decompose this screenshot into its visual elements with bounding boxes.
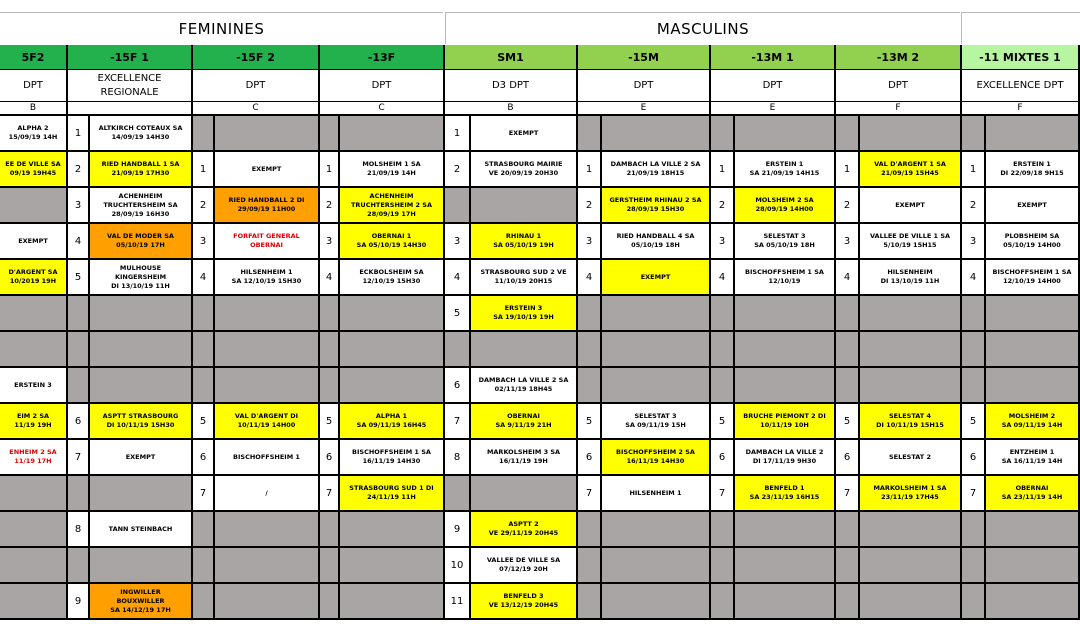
match-number[interactable] bbox=[962, 548, 986, 584]
match-cell[interactable] bbox=[215, 296, 320, 332]
match-cell[interactable]: MOLSHEIM 1 SA 21/09/19 14H bbox=[340, 152, 445, 188]
match-cell[interactable] bbox=[860, 548, 962, 584]
column-pool[interactable]: C bbox=[320, 102, 445, 116]
match-number[interactable]: 1 bbox=[711, 152, 735, 188]
match-cell[interactable] bbox=[602, 296, 711, 332]
match-number[interactable]: 7 bbox=[193, 476, 215, 512]
match-cell[interactable] bbox=[0, 584, 68, 620]
match-cell[interactable]: BISCHOFFSHEIM 1 bbox=[215, 440, 320, 476]
match-cell[interactable]: SELESTAT 3 SA 05/10/19 18H bbox=[735, 224, 836, 260]
match-cell[interactable]: VAL D'ARGENT DI 10/11/19 14H00 bbox=[215, 404, 320, 440]
match-cell[interactable]: MARKOLSHEIM 1 SA 23/11/19 17H45 bbox=[860, 476, 962, 512]
match-cell[interactable]: GERSTHEIM RHINAU 2 SA 28/09/19 15H30 bbox=[602, 188, 711, 224]
match-cell[interactable]: EXEMPT bbox=[215, 152, 320, 188]
match-number[interactable] bbox=[68, 296, 90, 332]
match-number[interactable]: 3 bbox=[711, 224, 735, 260]
match-number[interactable]: 4 bbox=[193, 260, 215, 296]
match-cell[interactable]: OBERNAI 1 SA 05/10/19 14H30 bbox=[340, 224, 445, 260]
match-number[interactable] bbox=[320, 332, 340, 368]
match-cell[interactable]: BISCHOFFSHEIM 1 SA 12/10/19 bbox=[735, 260, 836, 296]
match-number[interactable]: 8 bbox=[68, 512, 90, 548]
match-cell[interactable]: MOLSHEIM 2 SA 09/11/19 14H bbox=[986, 404, 1080, 440]
column-header[interactable]: -13M 1 bbox=[711, 45, 836, 70]
match-cell[interactable] bbox=[860, 584, 962, 620]
match-cell[interactable]: INGWILLER BOUXWILLER SA 14/12/19 17H bbox=[90, 584, 193, 620]
match-number[interactable]: 2 bbox=[445, 152, 471, 188]
match-number[interactable]: 4 bbox=[68, 224, 90, 260]
match-cell[interactable] bbox=[735, 116, 836, 152]
match-cell[interactable]: VALLEE DE VILLE SA 07/12/19 20H bbox=[471, 548, 578, 584]
match-cell[interactable]: BISCHOFFSHEIM 1 SA 16/11/19 14H30 bbox=[340, 440, 445, 476]
match-number[interactable]: 2 bbox=[711, 188, 735, 224]
match-number[interactable] bbox=[193, 368, 215, 404]
match-cell[interactable] bbox=[215, 512, 320, 548]
match-cell[interactable] bbox=[986, 116, 1080, 152]
column-pool[interactable]: B bbox=[445, 102, 578, 116]
column-level[interactable]: DPT bbox=[193, 70, 320, 102]
match-cell[interactable] bbox=[471, 188, 578, 224]
match-number[interactable] bbox=[193, 332, 215, 368]
match-cell[interactable] bbox=[735, 548, 836, 584]
match-number[interactable] bbox=[711, 584, 735, 620]
match-number[interactable]: 5 bbox=[320, 404, 340, 440]
match-number[interactable] bbox=[445, 476, 471, 512]
match-number[interactable] bbox=[711, 332, 735, 368]
match-cell[interactable] bbox=[860, 332, 962, 368]
match-number[interactable] bbox=[320, 368, 340, 404]
match-cell[interactable] bbox=[602, 584, 711, 620]
match-number[interactable]: 2 bbox=[193, 188, 215, 224]
match-cell[interactable] bbox=[340, 584, 445, 620]
column-header[interactable]: -13F bbox=[320, 45, 445, 70]
match-number[interactable]: 1 bbox=[962, 152, 986, 188]
match-cell[interactable]: MOLSHEIM 2 SA 28/09/19 14H00 bbox=[735, 188, 836, 224]
match-number[interactable] bbox=[836, 296, 860, 332]
match-cell[interactable]: ASPTT STRASBOURG DI 10/11/19 15H30 bbox=[90, 404, 193, 440]
match-cell[interactable]: VAL DE MODER SA 05/10/19 17H bbox=[90, 224, 193, 260]
match-cell[interactable] bbox=[602, 116, 711, 152]
match-number[interactable]: 5 bbox=[193, 404, 215, 440]
match-number[interactable] bbox=[578, 332, 602, 368]
match-cell[interactable] bbox=[602, 548, 711, 584]
match-cell[interactable]: EXEMPT bbox=[602, 260, 711, 296]
match-number[interactable]: 3 bbox=[578, 224, 602, 260]
match-number[interactable]: 7 bbox=[445, 404, 471, 440]
match-number[interactable]: 3 bbox=[962, 224, 986, 260]
match-number[interactable] bbox=[711, 512, 735, 548]
match-number[interactable]: 6 bbox=[193, 440, 215, 476]
match-number[interactable]: 6 bbox=[578, 440, 602, 476]
match-number[interactable]: 1 bbox=[578, 152, 602, 188]
match-number[interactable]: 7 bbox=[711, 476, 735, 512]
match-number[interactable] bbox=[962, 332, 986, 368]
match-cell[interactable]: ALPHA 1 SA 09/11/19 16H45 bbox=[340, 404, 445, 440]
match-number[interactable]: 1 bbox=[68, 116, 90, 152]
match-number[interactable]: 6 bbox=[445, 368, 471, 404]
match-cell[interactable]: D'ARGENT SA 10/2019 19H bbox=[0, 260, 68, 296]
match-cell[interactable] bbox=[90, 332, 193, 368]
match-number[interactable] bbox=[836, 548, 860, 584]
match-cell[interactable]: RIED HANDBALL 2 DI 29/09/19 11H00 bbox=[215, 188, 320, 224]
match-number[interactable]: 4 bbox=[711, 260, 735, 296]
match-number[interactable] bbox=[711, 368, 735, 404]
match-cell[interactable]: STRASBOURG SUD 1 DI 24/11/19 11H bbox=[340, 476, 445, 512]
column-pool[interactable]: E bbox=[578, 102, 711, 116]
match-number[interactable]: 3 bbox=[320, 224, 340, 260]
match-cell[interactable]: EXEMPT bbox=[471, 116, 578, 152]
match-number[interactable] bbox=[193, 548, 215, 584]
match-number[interactable]: 5 bbox=[578, 404, 602, 440]
column-level[interactable]: DPT bbox=[0, 70, 68, 102]
column-pool[interactable]: B bbox=[0, 102, 68, 116]
match-number[interactable]: 3 bbox=[193, 224, 215, 260]
match-number[interactable]: 4 bbox=[836, 260, 860, 296]
match-number[interactable] bbox=[962, 512, 986, 548]
match-cell[interactable] bbox=[471, 476, 578, 512]
match-cell[interactable] bbox=[860, 296, 962, 332]
match-cell[interactable]: PLOBSHEIM SA 05/10/19 14H00 bbox=[986, 224, 1080, 260]
match-cell[interactable]: EXEMPT bbox=[90, 440, 193, 476]
match-cell[interactable] bbox=[90, 476, 193, 512]
column-level[interactable]: EXCELLENCE REGIONALE bbox=[68, 70, 193, 102]
match-cell[interactable]: STRASBOURG MAIRIE VE 20/09/19 20H30 bbox=[471, 152, 578, 188]
column-level[interactable]: DPT bbox=[836, 70, 962, 102]
match-cell[interactable]: FORFAIT GENERAL OBERNAI bbox=[215, 224, 320, 260]
match-cell[interactable]: EIM 2 SA 11/19 19H bbox=[0, 404, 68, 440]
match-number[interactable] bbox=[193, 512, 215, 548]
match-number[interactable]: 5 bbox=[836, 404, 860, 440]
match-cell[interactable] bbox=[0, 332, 68, 368]
section-feminines: FEMININES bbox=[0, 12, 443, 44]
match-number[interactable]: 6 bbox=[836, 440, 860, 476]
match-cell[interactable] bbox=[340, 296, 445, 332]
match-cell[interactable] bbox=[986, 512, 1080, 548]
column-header[interactable]: -15F 1 bbox=[68, 45, 193, 70]
match-cell[interactable] bbox=[215, 368, 320, 404]
match-number[interactable]: 5 bbox=[68, 260, 90, 296]
match-number[interactable] bbox=[578, 116, 602, 152]
match-number[interactable] bbox=[68, 332, 90, 368]
match-number[interactable]: 2 bbox=[836, 188, 860, 224]
match-cell[interactable]: TANN STEINBACH bbox=[90, 512, 193, 548]
match-cell[interactable] bbox=[735, 584, 836, 620]
match-number[interactable]: 1 bbox=[445, 116, 471, 152]
match-cell[interactable]: RIED HANDBALL 4 SA 05/10/19 18H bbox=[602, 224, 711, 260]
match-cell[interactable] bbox=[0, 476, 68, 512]
match-cell[interactable]: BISCHOFFSHEIM 2 SA 16/11/19 14H30 bbox=[602, 440, 711, 476]
match-cell[interactable]: EE DE VILLE SA 09/19 19H45 bbox=[0, 152, 68, 188]
match-cell[interactable] bbox=[735, 512, 836, 548]
match-number[interactable]: 2 bbox=[578, 188, 602, 224]
column-header[interactable]: 5F2 bbox=[0, 45, 68, 70]
match-cell[interactable] bbox=[602, 368, 711, 404]
match-number[interactable] bbox=[578, 584, 602, 620]
match-number[interactable] bbox=[445, 188, 471, 224]
match-number[interactable]: 5 bbox=[962, 404, 986, 440]
column-level[interactable]: DPT bbox=[711, 70, 836, 102]
match-cell[interactable]: ERSTEIN 1 SA 21/09/19 14H15 bbox=[735, 152, 836, 188]
match-cell[interactable] bbox=[90, 296, 193, 332]
match-cell[interactable]: ALPHA 2 15/09/19 14H bbox=[0, 116, 68, 152]
match-number[interactable]: 4 bbox=[578, 260, 602, 296]
match-number[interactable]: 1 bbox=[836, 152, 860, 188]
section-masculins: MASCULINS bbox=[445, 12, 960, 44]
match-cell[interactable]: RHINAU 1 SA 05/10/19 19H bbox=[471, 224, 578, 260]
match-number[interactable] bbox=[962, 584, 986, 620]
match-cell[interactable]: BENFELD 3 VE 13/12/19 20H45 bbox=[471, 584, 578, 620]
match-cell[interactable] bbox=[0, 512, 68, 548]
match-cell[interactable] bbox=[986, 368, 1080, 404]
match-number[interactable]: 4 bbox=[320, 260, 340, 296]
match-cell[interactable]: VAL D'ARGENT 1 SA 21/09/19 15H45 bbox=[860, 152, 962, 188]
column-header[interactable]: -15F 2 bbox=[193, 45, 320, 70]
match-number[interactable]: 3 bbox=[836, 224, 860, 260]
column-header[interactable]: -13M 2 bbox=[836, 45, 962, 70]
match-number[interactable]: 7 bbox=[962, 476, 986, 512]
match-number[interactable] bbox=[836, 116, 860, 152]
match-number[interactable] bbox=[68, 368, 90, 404]
match-number[interactable]: 4 bbox=[962, 260, 986, 296]
match-cell[interactable]: ALTKIRCH COTEAUX SA 14/09/19 14H30 bbox=[90, 116, 193, 152]
match-number[interactable]: 1 bbox=[193, 152, 215, 188]
column-header[interactable]: SM1 bbox=[445, 45, 578, 70]
match-number[interactable] bbox=[836, 332, 860, 368]
column-level[interactable]: DPT bbox=[320, 70, 445, 102]
match-cell[interactable] bbox=[215, 584, 320, 620]
match-cell[interactable] bbox=[340, 512, 445, 548]
match-number[interactable]: 10 bbox=[445, 548, 471, 584]
section-extra bbox=[961, 12, 1080, 44]
match-cell[interactable] bbox=[340, 548, 445, 584]
match-cell[interactable]: RIED HANDBALL 1 SA 21/09/19 17H30 bbox=[90, 152, 193, 188]
match-number[interactable]: 3 bbox=[445, 224, 471, 260]
match-number[interactable] bbox=[836, 584, 860, 620]
match-cell[interactable] bbox=[860, 368, 962, 404]
match-cell[interactable] bbox=[986, 548, 1080, 584]
match-number[interactable] bbox=[320, 512, 340, 548]
match-number[interactable] bbox=[320, 548, 340, 584]
match-cell[interactable]: STRASBOURG SUD 2 VE 11/10/19 20H15 bbox=[471, 260, 578, 296]
column-header[interactable]: -11 MIXTES 1 bbox=[962, 45, 1080, 70]
match-number[interactable]: 7 bbox=[320, 476, 340, 512]
match-cell[interactable]: HILSENHEIM 1 bbox=[602, 476, 711, 512]
match-cell[interactable] bbox=[471, 332, 578, 368]
match-number[interactable]: 5 bbox=[711, 404, 735, 440]
match-cell[interactable]: SELESTAT 4 DI 10/11/19 15H15 bbox=[860, 404, 962, 440]
match-cell[interactable] bbox=[215, 116, 320, 152]
match-number[interactable]: 4 bbox=[445, 260, 471, 296]
match-number[interactable]: 9 bbox=[445, 512, 471, 548]
column-level[interactable]: D3 DPT bbox=[445, 70, 578, 102]
match-number[interactable] bbox=[320, 296, 340, 332]
match-cell[interactable]: MARKOLSHEIM 3 SA 16/11/19 19H bbox=[471, 440, 578, 476]
match-cell[interactable]: SELESTAT 3 SA 09/11/19 15H bbox=[602, 404, 711, 440]
match-number[interactable] bbox=[578, 296, 602, 332]
match-number[interactable]: 3 bbox=[68, 188, 90, 224]
column-pool[interactable]: F bbox=[836, 102, 962, 116]
match-number[interactable]: 7 bbox=[578, 476, 602, 512]
match-cell[interactable] bbox=[340, 368, 445, 404]
match-cell[interactable] bbox=[735, 296, 836, 332]
match-number[interactable]: 2 bbox=[320, 188, 340, 224]
match-number[interactable] bbox=[962, 368, 986, 404]
match-cell[interactable]: EXEMPT bbox=[986, 188, 1080, 224]
column-header[interactable]: -15M bbox=[578, 45, 711, 70]
match-cell[interactable] bbox=[215, 332, 320, 368]
column-pool[interactable] bbox=[68, 102, 193, 116]
match-cell[interactable] bbox=[986, 296, 1080, 332]
match-cell[interactable]: ACHENHEIM TRUCHTERSHEIM 2 SA 28/09/19 17H bbox=[340, 188, 445, 224]
match-number[interactable] bbox=[711, 548, 735, 584]
match-cell[interactable]: / bbox=[215, 476, 320, 512]
column-pool[interactable]: F bbox=[962, 102, 1080, 116]
match-number[interactable] bbox=[68, 548, 90, 584]
match-cell[interactable]: SELESTAT 2 bbox=[860, 440, 962, 476]
match-cell[interactable]: HILSENHEIM 1 SA 12/10/19 15H30 bbox=[215, 260, 320, 296]
match-cell[interactable] bbox=[860, 116, 962, 152]
match-number[interactable] bbox=[193, 584, 215, 620]
match-number[interactable] bbox=[445, 332, 471, 368]
match-cell[interactable]: ERSTEIN 3 bbox=[0, 368, 68, 404]
match-cell[interactable]: EXEMPT bbox=[860, 188, 962, 224]
match-number[interactable] bbox=[711, 116, 735, 152]
column-level[interactable]: DPT bbox=[578, 70, 711, 102]
match-cell[interactable] bbox=[602, 512, 711, 548]
match-number[interactable] bbox=[962, 116, 986, 152]
match-number[interactable]: 8 bbox=[445, 440, 471, 476]
match-number[interactable]: 6 bbox=[320, 440, 340, 476]
match-cell[interactable]: DAMBACH LA VILLE 2 DI 17/11/19 9H30 bbox=[735, 440, 836, 476]
match-cell[interactable]: ERSTEIN 1 DI 22/09/18 9H15 bbox=[986, 152, 1080, 188]
match-cell[interactable]: BRUCHE PIEMONT 2 DI 10/11/19 10H bbox=[735, 404, 836, 440]
match-cell[interactable] bbox=[0, 296, 68, 332]
match-number[interactable] bbox=[68, 476, 90, 512]
match-cell[interactable]: DAMBACH LA VILLE 2 SA 21/09/19 18H15 bbox=[602, 152, 711, 188]
match-cell[interactable]: OBERNAI SA 23/11/19 14H bbox=[986, 476, 1080, 512]
match-number[interactable] bbox=[578, 368, 602, 404]
match-cell[interactable]: HILSENHEIM DI 13/10/19 11H bbox=[860, 260, 962, 296]
column-pool[interactable]: C bbox=[193, 102, 320, 116]
match-cell[interactable]: MULHOUSE KINGERSHEIM DI 13/10/19 11H bbox=[90, 260, 193, 296]
match-cell[interactable] bbox=[986, 584, 1080, 620]
match-number[interactable] bbox=[836, 512, 860, 548]
match-cell[interactable]: VALLEE DE VILLE 1 SA 5/10/19 15H15 bbox=[860, 224, 962, 260]
match-cell[interactable]: BISCHOFFSHEIM 1 SA 12/10/19 14H00 bbox=[986, 260, 1080, 296]
match-number[interactable] bbox=[711, 296, 735, 332]
match-number[interactable]: 9 bbox=[68, 584, 90, 620]
match-cell[interactable] bbox=[602, 332, 711, 368]
match-cell[interactable] bbox=[340, 332, 445, 368]
match-cell[interactable]: ENHEIM 2 SA 11/19 17H bbox=[0, 440, 68, 476]
match-cell[interactable]: ACHENHEIM TRUCHTERSHEIM SA 28/09/19 16H30 bbox=[90, 188, 193, 224]
match-cell[interactable] bbox=[340, 116, 445, 152]
match-number[interactable] bbox=[193, 296, 215, 332]
match-number[interactable]: 2 bbox=[962, 188, 986, 224]
match-cell[interactable]: ERSTEIN 3 SA 19/10/19 19H bbox=[471, 296, 578, 332]
match-cell[interactable] bbox=[215, 548, 320, 584]
match-cell[interactable]: ECKBOLSHEIM SA 12/10/19 15H30 bbox=[340, 260, 445, 296]
match-number[interactable]: 6 bbox=[962, 440, 986, 476]
match-number[interactable]: 7 bbox=[68, 440, 90, 476]
match-cell[interactable] bbox=[860, 512, 962, 548]
match-cell[interactable]: EXEMPT bbox=[0, 224, 68, 260]
match-number[interactable] bbox=[578, 512, 602, 548]
match-cell[interactable] bbox=[90, 368, 193, 404]
column-level[interactable]: EXCELLENCE DPT bbox=[962, 70, 1080, 102]
match-cell[interactable] bbox=[0, 188, 68, 224]
match-number[interactable]: 5 bbox=[445, 296, 471, 332]
match-number[interactable]: 6 bbox=[68, 404, 90, 440]
match-number[interactable]: 1 bbox=[320, 152, 340, 188]
match-number[interactable] bbox=[320, 116, 340, 152]
column-pool[interactable]: E bbox=[711, 102, 836, 116]
match-cell[interactable]: OBERNAI SA 9/11/19 21H bbox=[471, 404, 578, 440]
match-number[interactable] bbox=[836, 368, 860, 404]
match-number[interactable] bbox=[962, 296, 986, 332]
match-cell[interactable]: ASPTT 2 VE 29/11/19 20H45 bbox=[471, 512, 578, 548]
match-number[interactable]: 11 bbox=[445, 584, 471, 620]
match-cell[interactable] bbox=[735, 332, 836, 368]
match-cell[interactable]: BENFELD 1 SA 23/11/19 16H15 bbox=[735, 476, 836, 512]
match-cell[interactable] bbox=[735, 368, 836, 404]
match-cell[interactable]: DAMBACH LA VILLE 2 SA 02/11/19 18H45 bbox=[471, 368, 578, 404]
match-number[interactable]: 2 bbox=[68, 152, 90, 188]
match-cell[interactable] bbox=[90, 548, 193, 584]
match-number[interactable]: 6 bbox=[711, 440, 735, 476]
match-cell[interactable] bbox=[0, 548, 68, 584]
match-cell[interactable] bbox=[986, 332, 1080, 368]
match-number[interactable] bbox=[578, 548, 602, 584]
match-cell[interactable]: ENTZHEIM 1 SA 16/11/19 14H bbox=[986, 440, 1080, 476]
match-number[interactable]: 7 bbox=[836, 476, 860, 512]
match-number[interactable] bbox=[320, 584, 340, 620]
match-number[interactable] bbox=[193, 116, 215, 152]
